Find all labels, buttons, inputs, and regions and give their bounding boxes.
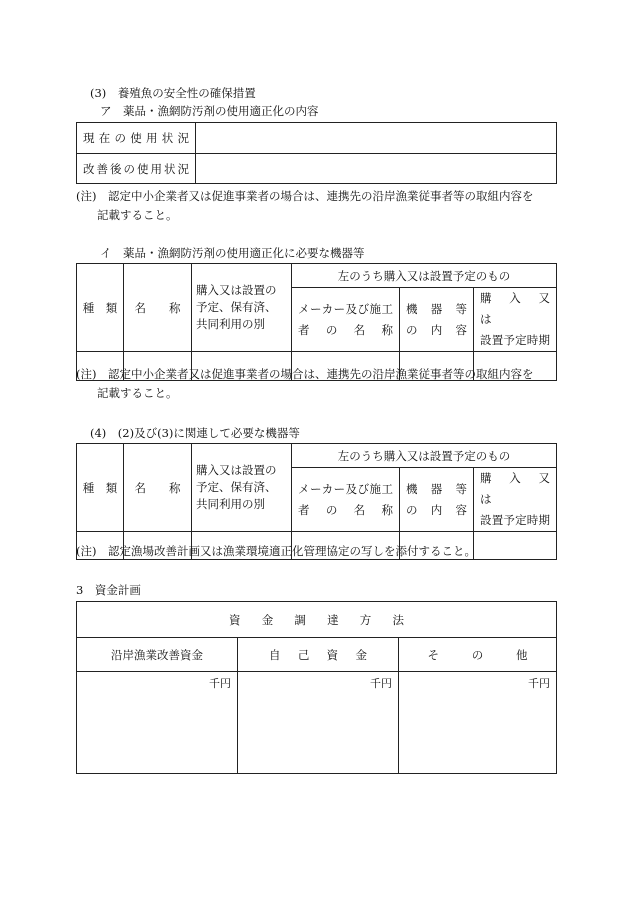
current-usage-value-cell[interactable] xyxy=(196,123,557,154)
col-name-header: 名 称 xyxy=(124,264,192,352)
funds-col-coastal: 沿岸漁業改善資金 xyxy=(77,638,238,672)
subsection-i-heading: イ 薬品・漁網防汚剤の使用適正化に必要な機器等 xyxy=(100,246,365,260)
current-usage-label-cell xyxy=(77,123,196,154)
funds-col-other: その他 xyxy=(427,647,528,662)
funds-title-cell xyxy=(77,602,557,638)
usage-status-table xyxy=(76,122,557,184)
sub-maker-header xyxy=(292,288,400,352)
current-usage-label: 現在の使用状況 xyxy=(83,131,189,145)
section-4-heading: (4) (2)及び(3)に関連して必要な機器等 xyxy=(90,426,300,440)
funds-value-coastal[interactable] xyxy=(77,672,238,774)
sub-when-line-2: 設置予定時期 xyxy=(480,333,550,347)
funds-value-other[interactable] xyxy=(399,672,557,774)
funds-table xyxy=(76,601,557,774)
improved-usage-label: 改善後の使用状況 xyxy=(83,161,189,176)
sub-when-header xyxy=(474,288,562,352)
sub-content-line-1: 機 器 等 xyxy=(406,301,467,316)
sub-content-header xyxy=(400,468,474,532)
improved-usage-value-cell[interactable] xyxy=(196,154,557,184)
col-plan-header xyxy=(192,444,292,532)
sub-content-line-1: 機 器 等 xyxy=(406,481,467,496)
sub-when-line-1: 購 入 又 は xyxy=(480,471,562,506)
equipment-table-1 xyxy=(76,263,562,381)
sub-maker-line-1: メーカー及び施工 xyxy=(298,301,393,316)
col-plan-line-3: 共同利用の別 xyxy=(196,497,265,511)
section-3-heading: (3) 養殖魚の安全性の確保措置 xyxy=(90,86,256,100)
funds-col-other-cell xyxy=(399,638,557,672)
sub-maker-header xyxy=(292,468,400,532)
funds-value-self[interactable] xyxy=(238,672,399,774)
sub-content-header xyxy=(400,288,474,352)
funds-heading: 3 資金計画 xyxy=(76,583,141,597)
sub-when-line-2: 設置予定時期 xyxy=(480,513,550,527)
sub-maker-line-2: 者 の 名 称 xyxy=(298,502,393,517)
sub-content-line-2: の 内 容 xyxy=(406,502,467,517)
col-name-header: 名 称 xyxy=(124,444,192,532)
col-plan-header xyxy=(192,264,292,352)
sub-content-line-2: の 内 容 xyxy=(406,322,467,337)
sub-maker-line-1: メーカー及び施工 xyxy=(298,481,393,496)
col-type-header: 種 類 xyxy=(77,444,124,532)
col-group-header: 左のうち購入又は設置予定のもの xyxy=(292,264,557,288)
sub-when-header xyxy=(474,468,562,532)
col-type-header: 種 類 xyxy=(77,264,124,352)
col-plan-line-2: 予定、保有済、 xyxy=(196,480,277,494)
subsection-a-heading: ア 薬品・漁網防汚剤の使用適正化の内容 xyxy=(100,104,319,118)
col-plan-line-1: 購入又は設置の xyxy=(196,283,277,297)
col-plan-line-3: 共同利用の別 xyxy=(196,317,265,331)
sub-when-line-1: 購 入 又 は xyxy=(480,291,562,326)
funds-col-self: 自己資金 xyxy=(269,647,367,662)
funds-unit-self: 千円 xyxy=(370,677,392,690)
funds-col-self-cell xyxy=(238,638,399,672)
note-section-4: (注) 認定漁場改善計画又は漁業環境適正化管理協定の写しを添付すること。 xyxy=(76,544,476,558)
funds-unit-other: 千円 xyxy=(528,677,550,690)
entry-when-cell[interactable] xyxy=(474,532,557,560)
col-plan-line-1: 購入又は設置の xyxy=(196,463,277,477)
funds-unit-coastal: 千円 xyxy=(209,677,231,690)
note-a-line-2: 記載すること。 xyxy=(97,208,178,222)
note-i-line-2: 記載すること。 xyxy=(97,386,178,400)
note-a-line-1: (注) 認定中小企業者又は促進事業者の場合は、連携先の沿岸漁業従事者等の取組内容を xyxy=(76,189,534,203)
col-plan-line-2: 予定、保有済、 xyxy=(196,300,277,314)
col-group-header: 左のうち購入又は設置予定のもの xyxy=(292,444,557,468)
improved-usage-label-cell xyxy=(77,154,196,184)
funds-title: 資金調達方法 xyxy=(229,612,404,627)
sub-maker-line-2: 者 の 名 称 xyxy=(298,322,393,337)
note-i-line-1: (注) 認定中小企業者又は促進事業者の場合は、連携先の沿岸漁業従事者等の取組内容を xyxy=(76,367,534,381)
